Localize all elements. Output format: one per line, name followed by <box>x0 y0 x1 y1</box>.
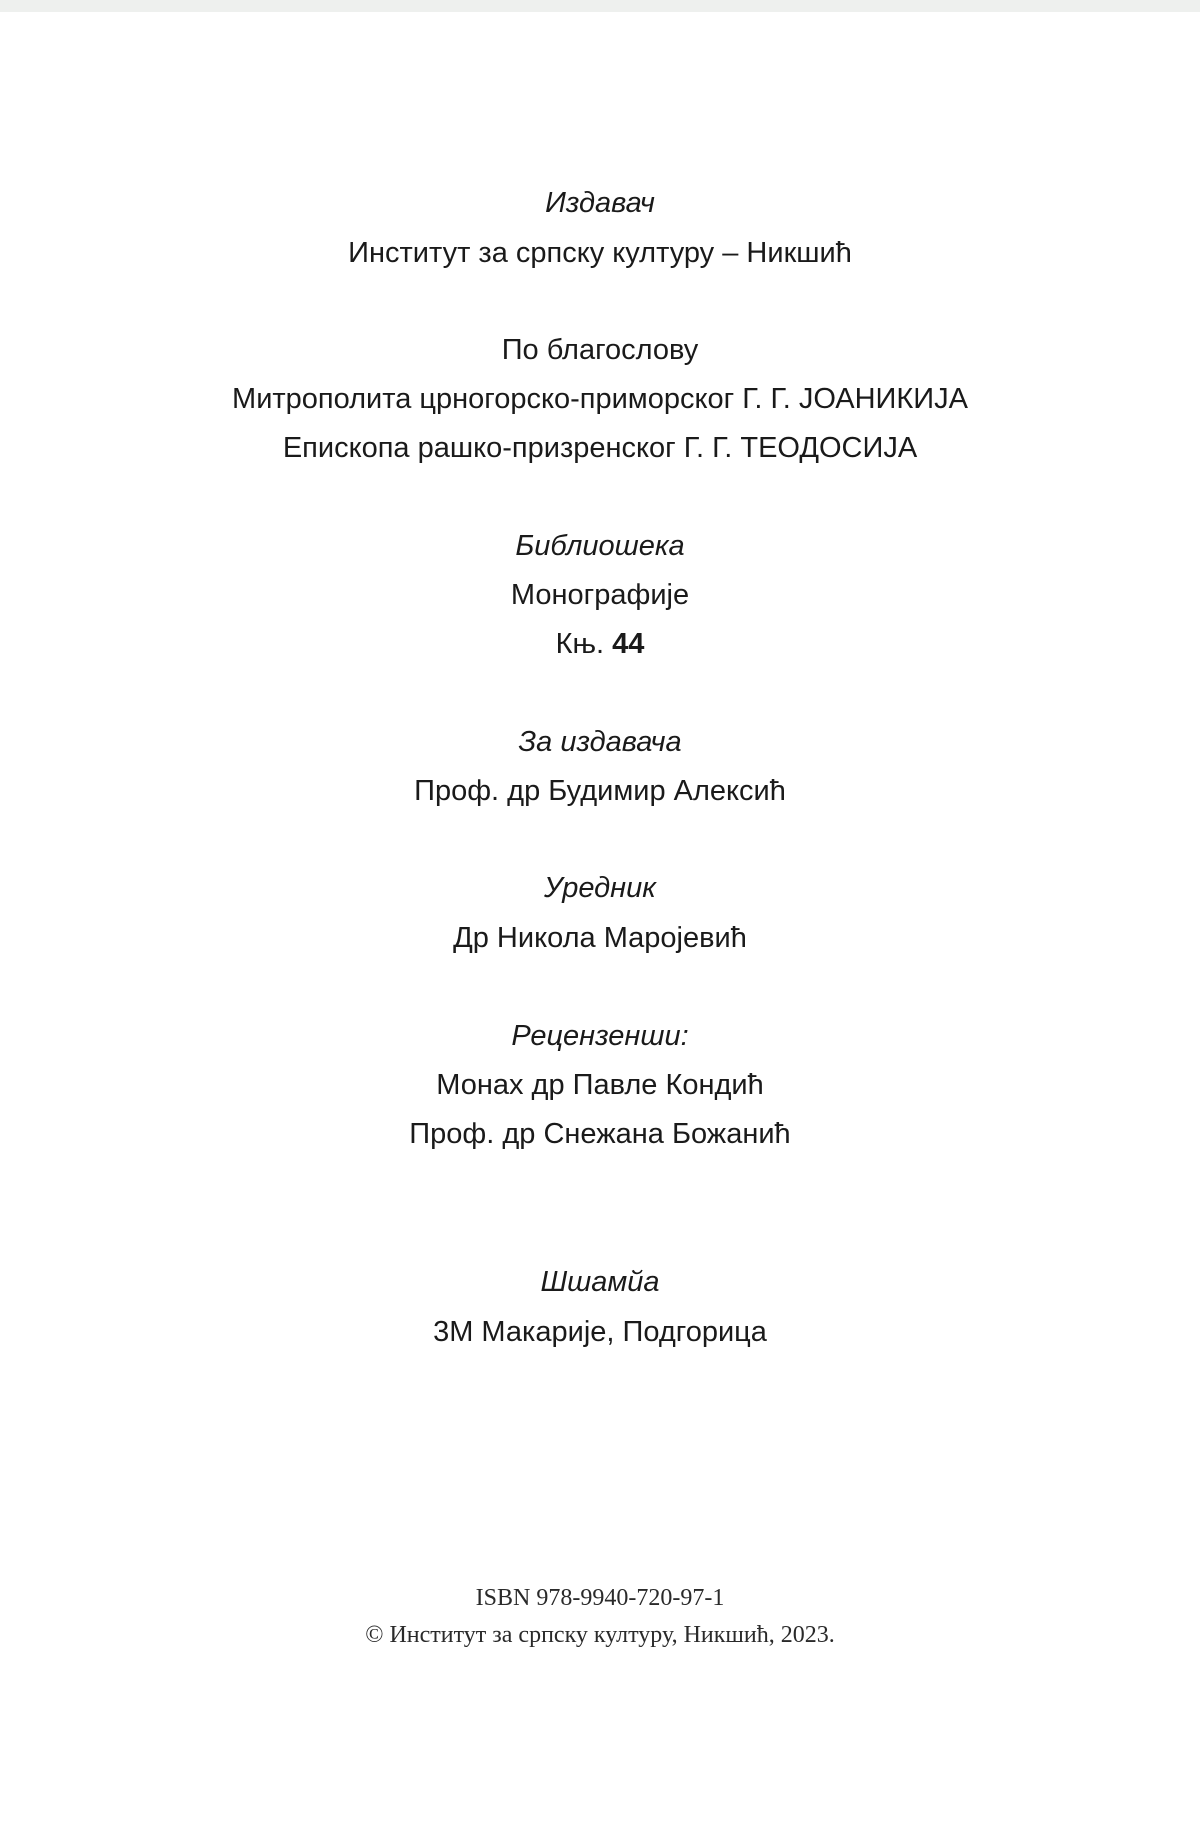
blessing-metropolitan: Митрополита црногорско-приморског Г. Г. ЈОАНИКИЈА <box>232 383 968 415</box>
editor-name: Др Никола Маројевић <box>453 922 747 954</box>
publisher-heading: Издавач <box>545 187 655 219</box>
printing-heading: Шшамйа <box>540 1266 660 1298</box>
for-publisher-name: Проф. др Будимир Алексић <box>414 775 786 807</box>
isbn: ISBN 978-9940-720-97-1 <box>475 1585 725 1611</box>
library-series: Монографије <box>510 579 690 611</box>
book-prefix: Књ. <box>555 628 605 660</box>
book-number: 44 <box>612 628 645 660</box>
reviewer-name: Монах др Павле Кондић <box>436 1069 764 1101</box>
for-publisher-heading: За издавача <box>518 726 682 758</box>
blessing-bishop: Епископа рашко-призренског Г. Г. ТЕОДОСИЈА <box>282 432 918 464</box>
reviewers-heading: Рецензенши: <box>511 1020 689 1052</box>
library-heading: Библиошека <box>515 530 685 562</box>
reviewer-name: Проф. др Снежана Божанић <box>409 1118 791 1150</box>
publisher-name: Институт за српску културу – Никшић <box>348 237 852 269</box>
library-book-number <box>0 626 1200 662</box>
blessing-heading: По благослову <box>501 334 699 366</box>
copyright: © Институт за српску културу, Никшић, 2023. <box>365 1622 835 1648</box>
editor-heading: Уредник <box>544 872 656 904</box>
printing-name: 3М Макарије, Подгорица <box>433 1316 767 1348</box>
